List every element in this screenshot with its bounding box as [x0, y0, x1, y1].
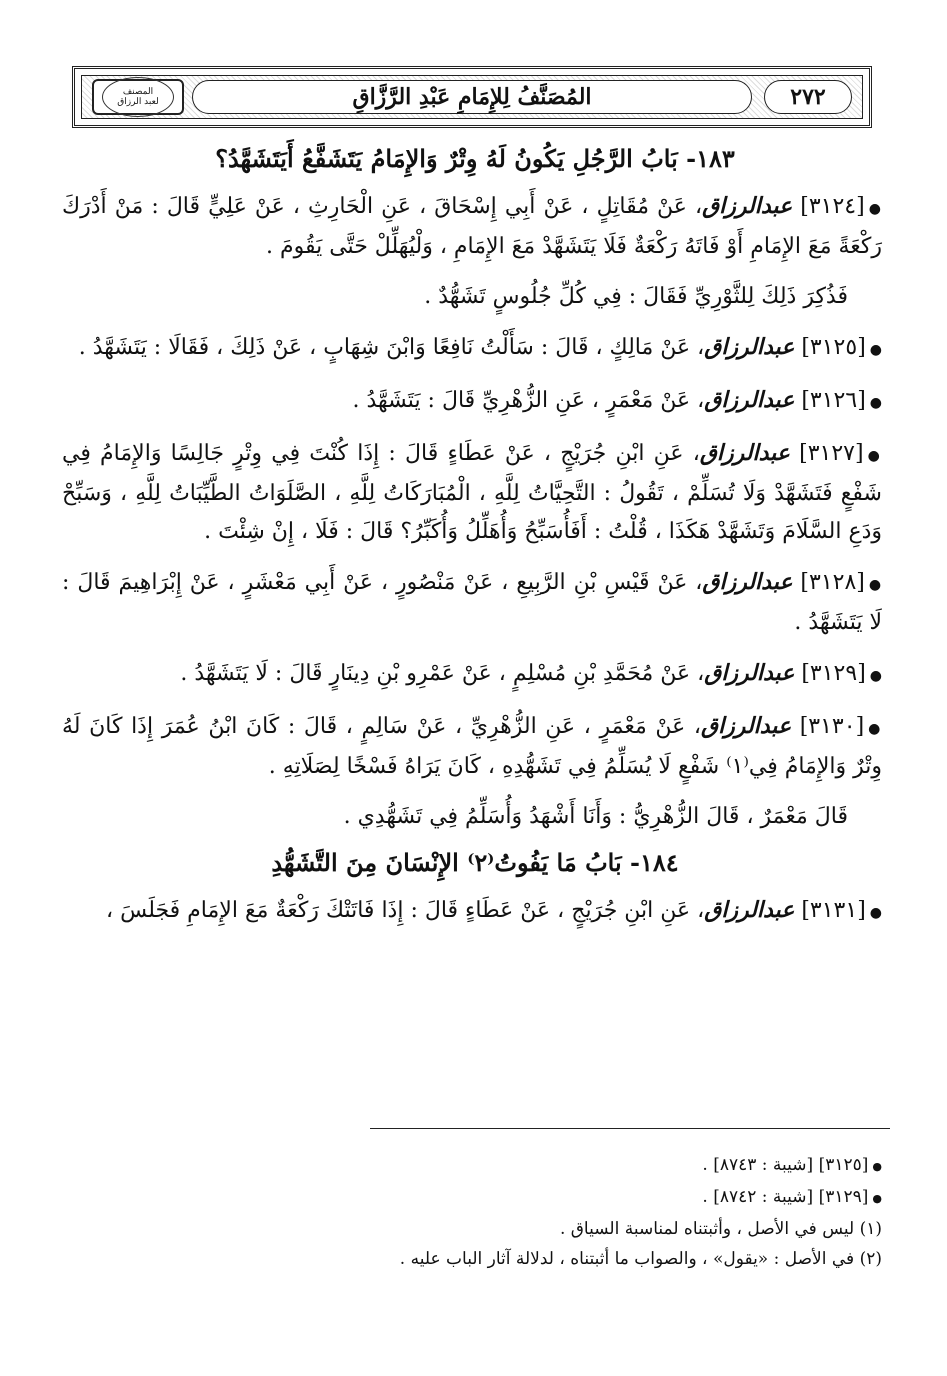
footnote-text: [٣١٢٩] [شيبة : ٨٧٤٢] .: [702, 1187, 869, 1207]
bullet-icon: ●: [868, 201, 882, 217]
narrator-name: عبدالرزاق: [704, 387, 795, 413]
hadith-3125: [62, 328, 888, 369]
emblem-text-line2: لعبد الرزاق: [117, 97, 159, 107]
bullet-icon: ●: [869, 342, 882, 358]
hadith-number: [٣١٢٦]: [801, 388, 866, 413]
bullet-icon: ●: [868, 577, 883, 593]
chapter-heading-183: ١٨٣- بَابُ الرَّجُلِ يَكُونُ لَهُ وِتْرٌ وَالإِمَامُ يَتَشَفَّعُ أَيَتَشَهَّدُ؟: [215, 144, 735, 173]
chapter-heading-184: ١٨٤- بَابُ مَا يَفُوتُ⁽٢⁾ الإِنْسَانَ مِنَ التَّشَهُّدِ: [271, 848, 679, 877]
emblem-text-line1: المصنف: [122, 87, 154, 97]
hadith-text: ، عَنْ مُحَمَّدِ بْنِ مُسْلِمٍ ، عَنْ عَمْرِو بْنِ دِينَارٍ قَالَ : لَا يَتَشَهَّدُ .: [180, 661, 705, 686]
narrator-name: عبدالرزاق: [702, 193, 793, 219]
hadith-number: [٣١٢٧]: [799, 441, 864, 466]
running-title: المُصَنَّفُ لِلإِمَامِ عَبْدِ الرَّزَّاقِ: [192, 80, 752, 114]
bullet-icon: ●: [868, 721, 882, 737]
hadith-number: [٣١٢٩]: [801, 661, 866, 686]
hadith-3130: [62, 707, 888, 786]
page-header: [72, 66, 872, 128]
bullet-icon: ●: [869, 395, 882, 411]
bullet-icon: ●: [872, 1160, 882, 1173]
bullet-icon: ●: [869, 668, 882, 684]
hadith-3127: [62, 434, 888, 551]
emblem-ring: [102, 77, 174, 117]
hadith-text: ، عَنْ مَعْمَرٍ ، عَنِ الزُّهْرِيِّ قَالَ : يَتَشَهَّدُ .: [352, 388, 705, 413]
hadith-text: ، عَنْ قَيْسِ بْنِ الرَّبِيعِ ، عَنْ مَنْصُورٍ ، عَنْ أَبِي مَعْشَرٍ ، عَنْ إِبْرَاهِيمَ قَالَ : لَا يَتَشَهَّدُ .: [62, 570, 882, 635]
hadith-text: ، عَنْ مَعْمَرٍ ، عَنِ الزُّهْرِيِّ ، عَنْ سَالِمٍ ، قَالَ : كَانَ ابْنُ عُمَرَ إِذَا كَانَ لَهُ وِتْرٌ وَالإِمَامُ فِي⁽١⁾ شَفْعٍ لَا يُسَلِّمُ فِي تَشَهُّدِهِ ، كَانَ يَرَاهُ فَسْخًا لِصَلَاتِهِ .: [62, 714, 882, 779]
page-number: ٢٧٢: [764, 80, 852, 114]
narrator-name: عبدالرزاق: [699, 440, 790, 466]
narrator-name: عبدالرزاق: [702, 569, 793, 595]
commentary-line: قَالَ مَعْمَرٌ ، قَالَ الزُّهْرِيُّ : وَأَنَا أَشْهَدُ وَأُسَلِّمُ فِي تَشَهُّدِي .: [343, 804, 848, 829]
footnote-1: (١) ليس في الأصل ، وأثبتناه لمناسبة السياق .: [559, 1219, 882, 1239]
bullet-icon: ●: [867, 448, 882, 464]
footnote-2: (٢) في الأصل : «يقول» ، والصواب ما أثبتناه ، لدلالة آثار الباب عليه .: [399, 1249, 882, 1269]
hadith-number: [٣١٢٤]: [800, 194, 865, 219]
hadith-number: [٣١٣١]: [801, 898, 866, 923]
hadith-text: ، عَنِ ابْنِ جُرَيْجٍ ، عَنْ عَطَاءٍ قَالَ : إِذَا فَاتَتْكَ رَكْعَةٌ مَعَ الإِمَامِ فَجَلَسَ ،: [106, 898, 705, 923]
narrator-name: عبدالرزاق: [704, 897, 795, 923]
hadith-text: ، عَنِ ابْنِ جُرَيْجٍ ، عَنْ عَطَاءٍ قَالَ : إِذَا كُنْتَ فِي وِتْرٍ جَالِسًا وَالإِمَامُ فِي شَفْعٍ فَتَشَهَّدْ وَلَا تُسَلِّمْ ، تَقُولُ : التَّحِيَّاتُ لِلَّهِ ، الْمُبَارَكَاتُ لِلَّهِ ، الصَّلَوَاتُ الطَّيِّبَاتُ لِلَّهِ ، وَسَبِّحْ وَدَعِ السَّلَامَ وَتَشَهَّدْ هَكَذَا ، قُلْتُ : أَفَأُسَبِّحُ وَأُهَلِّلُ وَأُكَبِّرُ؟ قَالَ : فَلَا ، إِنْ شِئْتَ .: [62, 441, 882, 544]
hadith-3128: [62, 563, 888, 642]
hadith-3129: [62, 654, 888, 695]
hadith-text: ، عَنْ مَالِكٍ ، قَالَ : سَأَلْتُ نَافِعًا وَابْنَ شِهَابٍ ، عَنْ ذَلِكَ ، فَقَالَا : يَتَشَهَّدُ .: [78, 335, 705, 360]
commentary-line: فَذُكِرَ ذَلِكَ لِلثَّوْرِيِّ فَقَالَ : فِي كُلِّ جُلُوسٍ تَشَهُّدٌ .: [424, 284, 848, 309]
footnote-source: [62, 1150, 888, 1182]
hadith-number: [٣١٢٥]: [801, 335, 866, 360]
hadith-number: [٣١٣٠]: [799, 714, 865, 739]
hadith-3131: [62, 891, 888, 932]
hadith-3126: [62, 381, 888, 422]
footnote-source: [62, 1182, 888, 1214]
bullet-icon: ●: [872, 1192, 882, 1205]
bullet-icon: ●: [869, 905, 882, 921]
narrator-name: عبدالرزاق: [704, 660, 795, 686]
footnotes: [62, 1150, 888, 1274]
narrator-name: عبدالرزاق: [701, 713, 792, 739]
main-text: [62, 138, 888, 944]
book-emblem: [92, 79, 184, 115]
footnote-separator: [370, 1128, 890, 1129]
hadith-3124: [62, 187, 888, 266]
hadith-text: ، عَنْ مُقَاتِلٍ ، عَنْ أَبِي إِسْحَاقَ ، عَنِ الْحَارِثِ ، عَنْ عَلِيٍّ قَالَ : مَنْ أَدْرَكَ رَكْعَةً مَعَ الإِمَامِ أَوْ فَاتَهُ رَكْعَةٌ فَلَا يَتَشَهَّدْ مَعَ الإِمَامِ ، وَلْيُهَلِّلْ حَتَّى يَقُومَ .: [62, 194, 882, 259]
narrator-name: عبدالرزاق: [704, 334, 795, 360]
footnote-text: [٣١٢٥] [شيبة : ٨٧٤٣] .: [702, 1155, 869, 1175]
hadith-number: [٣١٢٨]: [800, 570, 865, 595]
header-ornament-border: [81, 75, 863, 119]
